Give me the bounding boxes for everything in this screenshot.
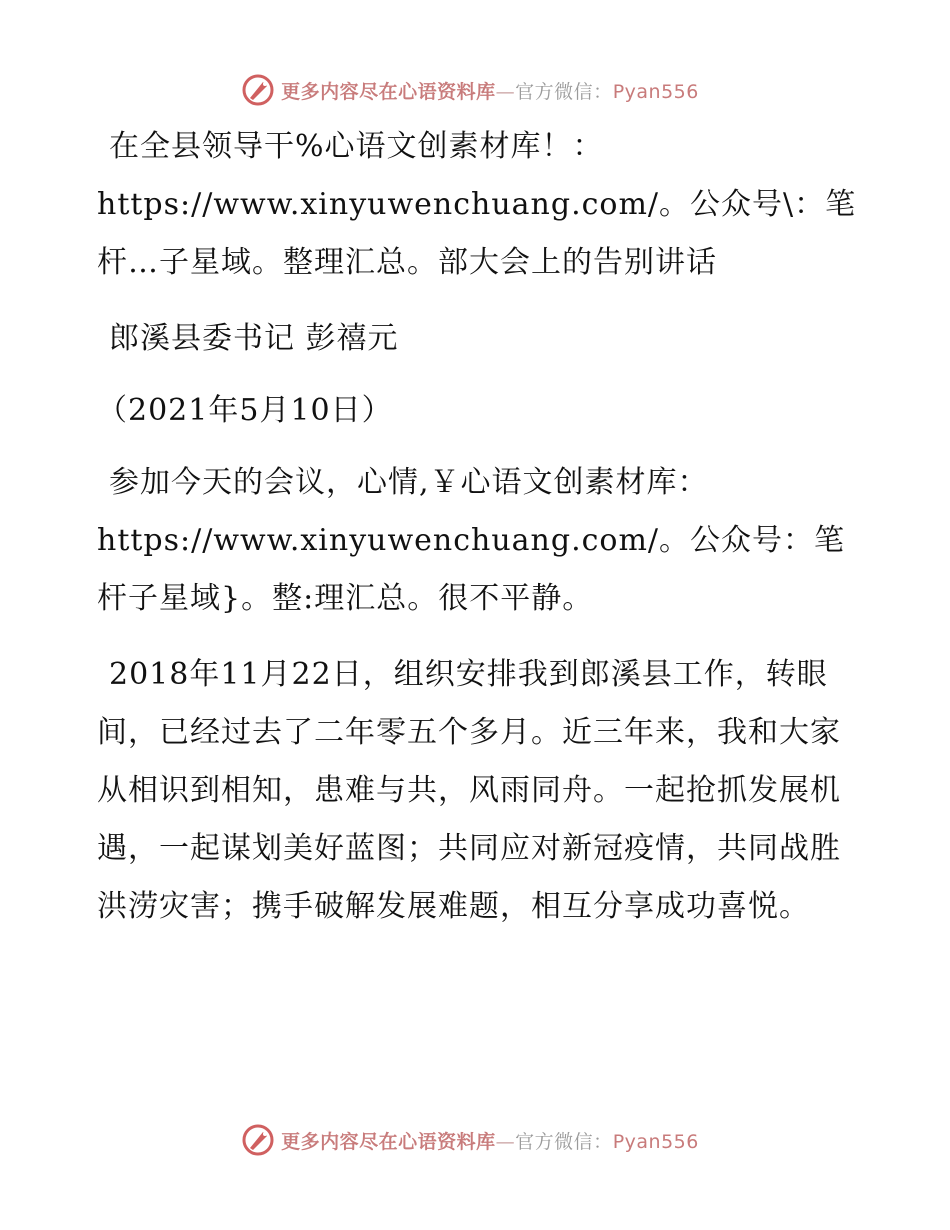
document-paragraph-1: 参加今天的会议，心情,￥心语文创素材库：https://www.xinyuwenchuang.com/。公众号：笔杆子星域}。整:理汇总。很不平静。 [97,465,846,616]
watermark-dash: — [495,1130,516,1153]
pen-nib-logo-icon [241,1123,275,1157]
document-body [97,118,857,954]
watermark-text [281,77,699,104]
document-date: （2021年5月10日） [97,393,393,428]
document-paragraph-2: 2018年11月22日，组织安排我到郎溪县工作，转眼间，已经过去了二年零五个多月。近三年来，我和大家从相识到相知，患难与共，风雨同舟。一起抢抓发展机遇，一起谋划美好蓝图；共同应对新冠疫情，共同战胜洪涝灾害；携手破解发展难题，相互分享成功喜悦。 [97,657,841,924]
pen-nib-logo-icon [241,73,275,107]
document-author: 郎溪县委书记 彭禧元 [109,321,399,356]
watermark-wechat-id: Pyan556 [612,80,699,103]
watermark-official: 官方微信： [515,1130,613,1153]
watermark-dash: — [495,80,516,103]
watermark-brand: 更多内容尽在心语资料库 [281,1130,496,1153]
watermark-wechat-id: Pyan556 [612,1130,699,1153]
footer-watermark [0,1120,950,1160]
watermark-group [241,1123,699,1157]
watermark-official: 官方微信： [515,80,613,103]
header-watermark [0,70,950,110]
watermark-text [281,1127,699,1154]
document-title-paragraph: 在全县领导干%心语文创素材库！：https://www.xinyuwenchuang.com/。公众号\：笔杆…子星域。整理汇总。部大会上的告别讲话 [97,129,857,280]
watermark-group [241,73,699,107]
watermark-brand: 更多内容尽在心语资料库 [281,80,496,103]
